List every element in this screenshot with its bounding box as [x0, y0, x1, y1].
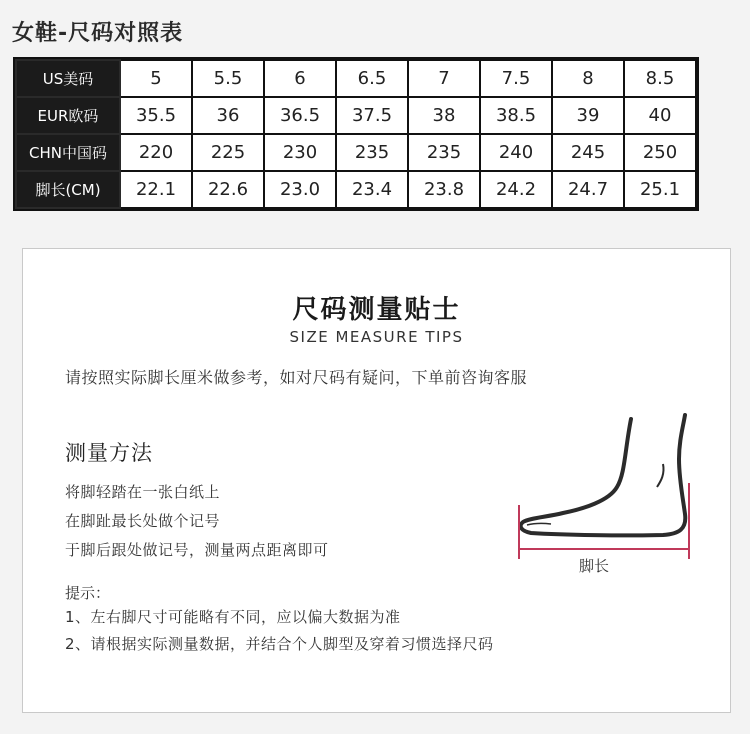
size-cell: 250	[624, 134, 696, 171]
size-chart-table	[13, 57, 699, 211]
size-cell: 230	[264, 134, 336, 171]
size-cell: 23.0	[264, 171, 336, 208]
size-cell: 35.5	[120, 97, 192, 134]
size-cell: 235	[408, 134, 480, 171]
foot-ankle-line	[657, 464, 664, 487]
size-cell: 36.5	[264, 97, 336, 134]
size-cell: 22.6	[192, 171, 264, 208]
foot-length-label: 脚长	[579, 557, 610, 575]
size-cell: 23.8	[408, 171, 480, 208]
size-cell: 40	[624, 97, 696, 134]
size-cell: 8.5	[624, 60, 696, 97]
size-cell: 36	[192, 97, 264, 134]
size-cell: 38.5	[480, 97, 552, 134]
size-cell: 24.7	[552, 171, 624, 208]
size-cell: 39	[552, 97, 624, 134]
size-cell: 25.1	[624, 171, 696, 208]
foot-toe-line	[527, 523, 551, 525]
size-cell: 220	[120, 134, 192, 171]
size-cell: 5.5	[192, 60, 264, 97]
foot-outline-front	[521, 415, 686, 535]
method-steps	[65, 478, 329, 565]
size-cell: 22.1	[120, 171, 192, 208]
size-cell: 37.5	[336, 97, 408, 134]
tips-subtitle: SIZE MEASURE TIPS	[289, 328, 464, 346]
size-row-label: 脚长(CM)	[16, 171, 120, 208]
size-row-label: CHN中国码	[16, 134, 120, 171]
hint-item: 2、请根据实际测量数据，并结合个人脚型及穿着习惯选择尺码	[65, 635, 494, 653]
size-cell: 225	[192, 134, 264, 171]
hint-label: 提示：	[65, 584, 111, 602]
size-cell: 7.5	[480, 60, 552, 97]
hint-item: 1、左右脚尺寸可能略有不同，应以偏大数据为准	[65, 608, 401, 626]
size-cell: 5	[120, 60, 192, 97]
method-step: 于脚后跟处做记号，测量两点距离即可	[65, 541, 329, 559]
size-cell: 23.4	[336, 171, 408, 208]
size-cell: 24.2	[480, 171, 552, 208]
size-row	[16, 134, 696, 171]
size-cell: 245	[552, 134, 624, 171]
size-row	[16, 171, 696, 208]
size-row	[16, 97, 696, 134]
method-title: 测量方法	[65, 441, 153, 465]
size-cell: 240	[480, 134, 552, 171]
hint-list	[65, 604, 494, 658]
size-row	[16, 60, 696, 97]
measure-tips-card	[22, 248, 731, 713]
size-chart-body	[16, 60, 696, 208]
size-cell: 7	[408, 60, 480, 97]
tips-intro: 请按照实际脚长厘米做参考，如对尺码有疑问，下单前咨询客服	[65, 368, 528, 387]
page-title: 女鞋-尺码对照表	[12, 21, 184, 46]
size-row-label: US美码	[16, 60, 120, 97]
size-cell: 6.5	[336, 60, 408, 97]
tips-title: 尺码测量贴士	[292, 295, 461, 325]
size-cell: 235	[336, 134, 408, 171]
size-row-label: EUR欧码	[16, 97, 120, 134]
size-cell: 6	[264, 60, 336, 97]
method-step: 在脚趾最长处做个记号	[65, 512, 221, 530]
size-cell: 38	[408, 97, 480, 134]
method-step: 将脚轻踏在一张白纸上	[65, 483, 221, 501]
size-cell: 8	[552, 60, 624, 97]
